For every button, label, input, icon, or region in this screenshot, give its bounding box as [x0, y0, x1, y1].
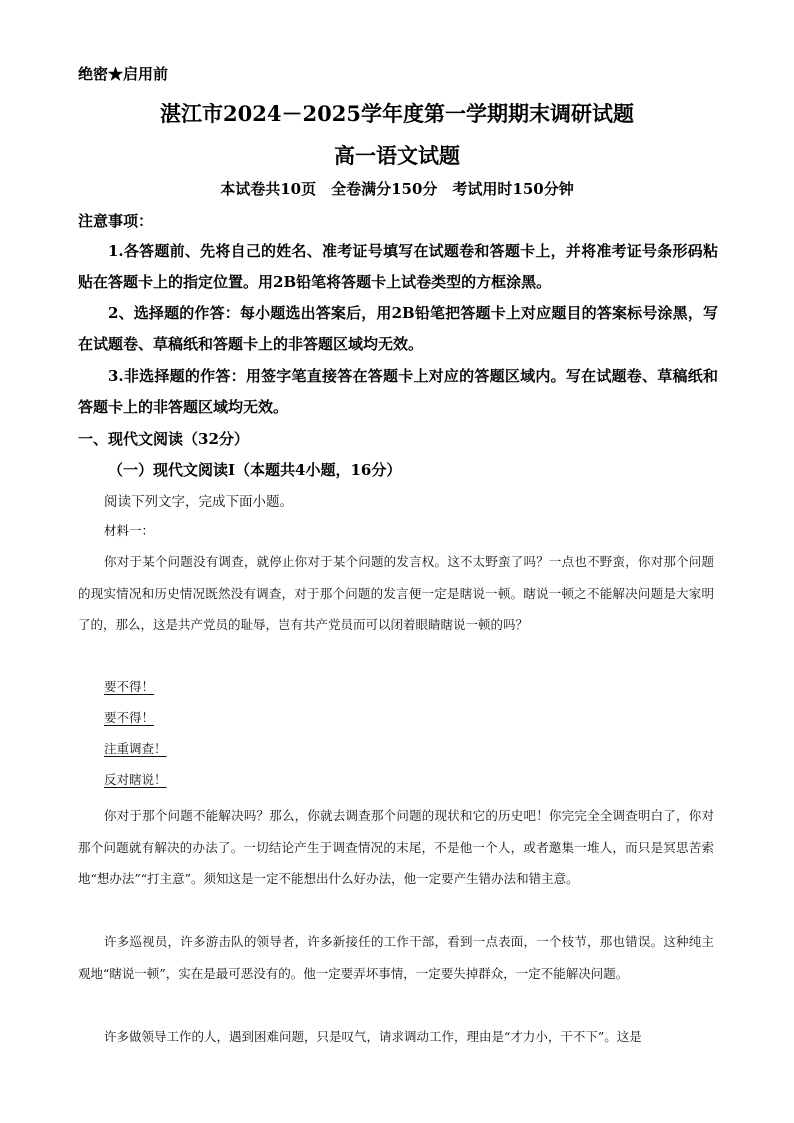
material-label: 材料一： — [104, 523, 155, 538]
material-paragraph: 你对于某个问题没有调查，就停止你对于某个问题的发言权。这不太野蛮了吗？一点也不野蛮，你对那个问题的现实情况和历史情况既然没有调查，对于那个问题的发言便一定是瞎说一顿。瞎说一顿之不能解决问题是大家明了的，那么，这是共产党员的耻辱，岂有共产党员而可以闭着眼睛瞎说一顿的吗？ — [78, 554, 714, 632]
slogan-line: 要不得！ — [104, 710, 155, 725]
exam-info: 本试卷共10页 全卷满分150分 考试用时150分钟 — [220, 180, 574, 198]
slogan-line: 要不得！ — [104, 679, 155, 694]
material-paragraph: 许多做领导工作的人，遇到困难问题，只是叹气，请求调动工作，理由是“才力小，干不下”。这是 — [104, 1029, 642, 1044]
exam-title: 湛江市2024－2025学年度第一学期期末调研试题 — [160, 101, 634, 126]
note-item: 3.非选择题的作答：用签字笔直接答在答题卡上对应的答题区域内。写在试题卷、草稿纸和答题卡上的非答题区域均无效。 — [78, 367, 718, 416]
slogan-line: 注重调查！ — [104, 741, 167, 756]
secret-mark: 绝密★启用前 — [78, 65, 169, 83]
note-item: 2、选择题的作答：每小题选出答案后，用2B铅笔把答题卡上对应题目的答案标号涂黑，写在试题卷、草稿纸和答题卡上的非答题区域均无效。 — [78, 304, 718, 353]
subsection-heading: （一）现代文阅读Ⅰ（本题共4小题，16分） — [108, 461, 402, 479]
slogan-line: 反对瞎说！ — [104, 772, 167, 787]
section-heading: 一、现代文阅读（32分） — [78, 430, 249, 448]
reading-instruction: 阅读下列文字，完成下面小题。 — [104, 494, 293, 510]
note-item: 1.各答题前、先将自己的姓名、准考证号填写在试题卷和答题卡上，并将准考证号条形码粘贴在答题卡上的指定位置。用2B铅笔将答题卡上试卷类型的方框涂黑。 — [78, 242, 718, 291]
exam-subtitle: 高一语文试题 — [334, 143, 460, 168]
notes-heading: 注意事项： — [78, 212, 154, 230]
material-paragraph: 许多巡视员，许多游击队的领导者，许多新接任的工作干部，看到一点表面，一个枝节，那也错误。这种纯主观地“瞎说一顿”，实在是最可恶没有的。他一定要弄坏事情，一定要失掉群众，一定不能解决问题。 — [78, 934, 714, 981]
material-paragraph: 你对于那个问题不能解决吗？那么，你就去调查那个问题的现状和它的历史吧！你完完全全调查明白了，你对那个问题就有解决的办法了。一切结论产生于调查情况的末尾，不是他一个人，或者邀集一堆人，而只是冥思苦索地“想办法”“打主意”。须知这是一定不能想出什么好办法，他一定要产生错办法和错主意。 — [78, 808, 714, 886]
